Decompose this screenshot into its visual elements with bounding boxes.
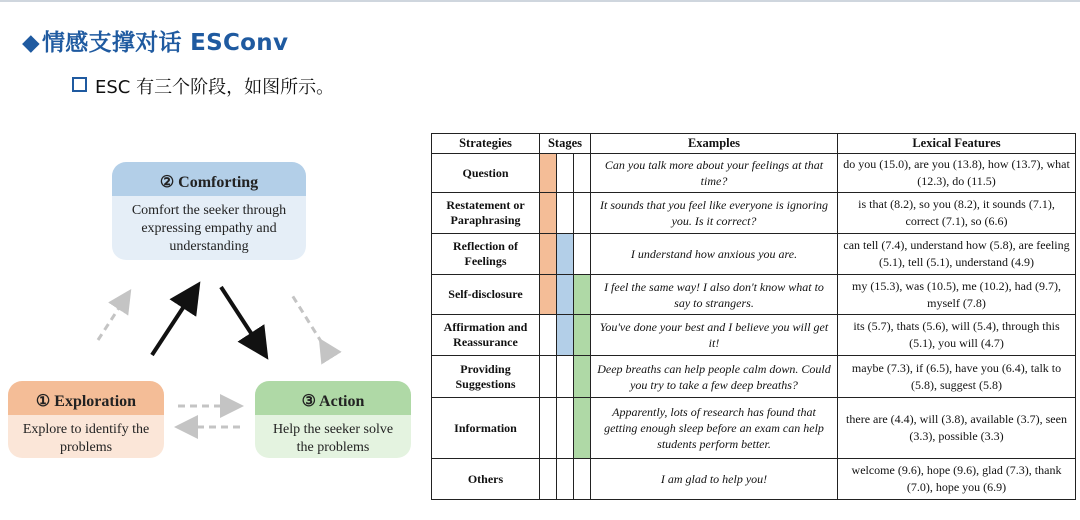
stage-action-cell (574, 315, 591, 356)
exploration-text: Explore to identify the problems (22, 422, 150, 455)
page-title-text: 情感支撑对话 ESConv (42, 30, 289, 56)
action-title: ③ Action (301, 393, 365, 410)
stage-comforting-cell (557, 398, 574, 459)
lexical-cell: can tell (7.4), understand how (5.8), are feeling (5.1), tell (5.1), understand (4.9) (838, 234, 1076, 275)
header-stages: Stages (540, 134, 591, 154)
lexical-cell: welcome (9.6), hope (9.6), glad (7.3), thank (7.0), hope you (6.9) (838, 459, 1076, 500)
lexical-cell: is that (8.2), so you (8.2), it sounds (7.1), correct (7.1), so (6.6) (838, 193, 1076, 234)
action-text: Help the seeker solve the problems (272, 422, 394, 455)
lexical-cell: my (15.3), was (10.5), me (10.2), had (9.7), myself (7.8) (838, 275, 1076, 315)
example-cell: Apparently, lots of research has found that getting enough sleep before an exam can help students perform better. (591, 398, 838, 459)
stage-exploration-cell (540, 356, 557, 398)
example-cell: You've done your best and I believe you will get it! (591, 315, 838, 356)
stage-comforting-cell (557, 459, 574, 500)
table-row (432, 356, 1076, 398)
stage-exploration-cell (540, 398, 557, 459)
example-cell: I feel the same way! I also don't know what to say to strangers. (591, 275, 838, 315)
example-cell: It sounds that you feel like everyone is ignoring you. Is it correct? (591, 193, 838, 234)
table-header-row (432, 134, 1076, 154)
stage-comforting-cell (557, 234, 574, 275)
stage-exploration-cell (540, 275, 557, 315)
stage-exploration-cell (540, 315, 557, 356)
stage-comforting-cell (557, 154, 574, 193)
strategy-table (431, 133, 1076, 500)
strategy-cell: Restatement or Paraphrasing (432, 193, 540, 234)
strategy-cell: Others (432, 459, 540, 500)
stage-comforting-cell (557, 356, 574, 398)
lexical-cell: there are (4.4), will (3.8), available (3.7), seen (3.3), possible (3.3) (838, 398, 1076, 459)
strategy-cell: Question (432, 154, 540, 193)
stage-exploration-cell (540, 459, 557, 500)
stage-comforting-cell (557, 315, 574, 356)
table-row (432, 315, 1076, 356)
dashed-arrow-left (98, 294, 128, 340)
strategy-cell: Information (432, 398, 540, 459)
arrow-comforting-to-action (221, 287, 264, 353)
stage-action-cell (574, 398, 591, 459)
strategy-cell: Self-disclosure (432, 275, 540, 315)
stage-action-cell (574, 154, 591, 193)
example-cell: Deep breaths can help people calm down. Could you try to take a few deep breaths? (591, 356, 838, 398)
example-cell: Can you talk more about your feelings at that time? (591, 154, 838, 193)
header-strategies: Strategies (432, 134, 540, 154)
table-row (432, 275, 1076, 315)
header-lexical: Lexical Features (838, 134, 1076, 154)
table-row (432, 459, 1076, 500)
stage-comforting-cell (557, 275, 574, 315)
stage-exploration-cell (540, 154, 557, 193)
stage-exploration-cell (540, 234, 557, 275)
diamond-bullet-icon: ◆ (22, 30, 40, 56)
stage-action-cell (574, 234, 591, 275)
strategy-cell: Reflection of Feelings (432, 234, 540, 275)
stage-action-cell (574, 356, 591, 398)
lexical-cell: its (5.7), thats (5.6), will (5.4), through this (5.1), you will (4.7) (838, 315, 1076, 356)
example-cell: I understand how anxious you are. (591, 234, 838, 275)
example-cell: I am glad to help you! (591, 459, 838, 500)
lexical-cell: do you (15.0), are you (13.8), how (13.7), what (12.3), do (11.5) (838, 154, 1076, 193)
stage-action-cell (574, 275, 591, 315)
bullet-text: ESC 有三个阶段，如图所示。 (95, 77, 335, 98)
strategy-cell: Affirmation and Reassurance (432, 315, 540, 356)
exploration-title: ① Exploration (35, 393, 137, 410)
strategy-cell: Providing Suggestions (432, 356, 540, 398)
stage-arrows (0, 0, 430, 520)
table-row (432, 193, 1076, 234)
table-row (432, 234, 1076, 275)
comforting-title: ② Comforting (159, 174, 259, 191)
stage-comforting-cell (557, 193, 574, 234)
stage-action-cell (574, 193, 591, 234)
table-row (432, 154, 1076, 193)
header-examples: Examples (591, 134, 838, 154)
dashed-arrow-right (292, 295, 322, 343)
stage-exploration-cell (540, 193, 557, 234)
lexical-cell: maybe (7.3), if (6.5), have you (6.4), talk to (5.8), suggest (5.8) (838, 356, 1076, 398)
arrow-exploration-to-comforting (152, 288, 196, 355)
comforting-text: Comfort the seeker through expressing empathy and understanding (131, 203, 287, 254)
stage-action-cell (574, 459, 591, 500)
table-row (432, 398, 1076, 459)
